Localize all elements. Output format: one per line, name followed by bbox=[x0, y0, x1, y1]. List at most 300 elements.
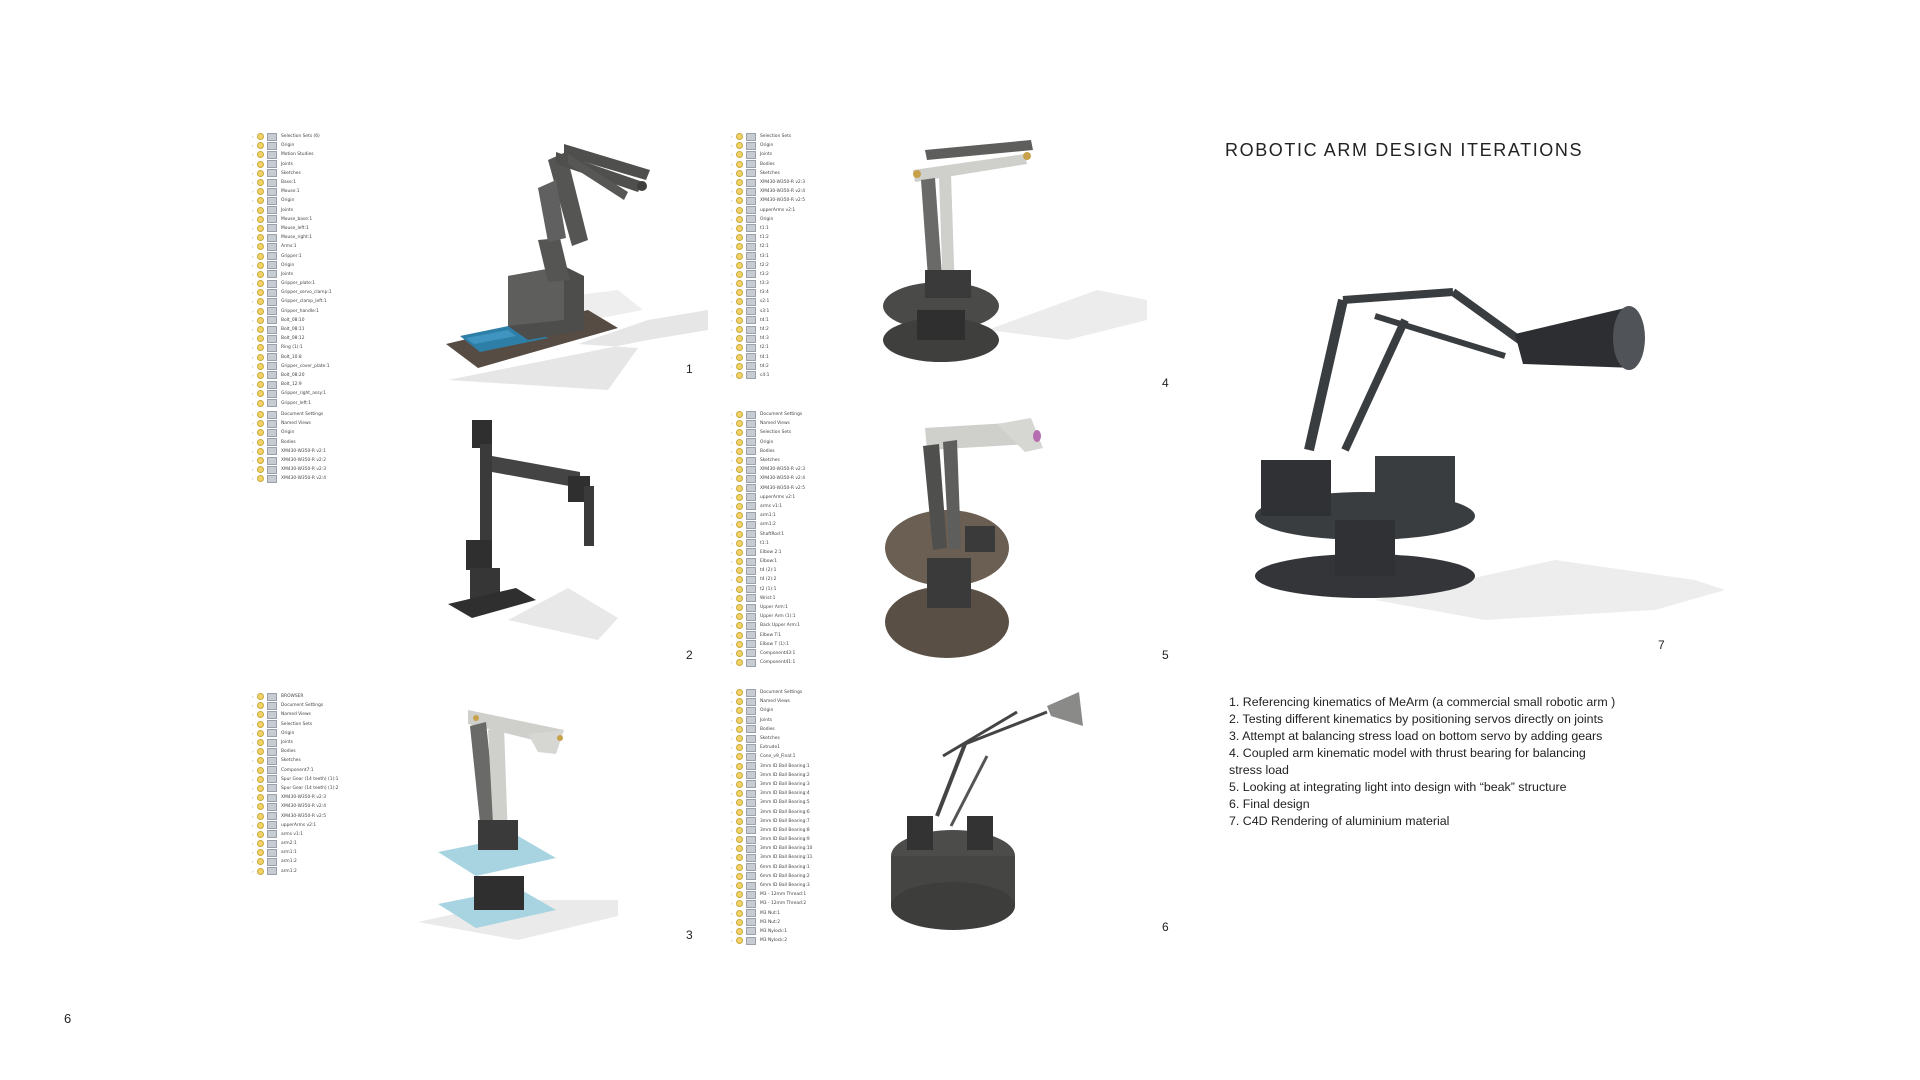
chevron-right-icon[interactable]: › bbox=[731, 540, 733, 546]
chevron-right-icon[interactable]: › bbox=[252, 134, 254, 140]
chevron-right-icon[interactable]: › bbox=[252, 476, 254, 482]
chevron-right-icon[interactable]: › bbox=[252, 216, 254, 222]
chevron-right-icon[interactable]: › bbox=[731, 864, 733, 870]
chevron-right-icon[interactable]: › bbox=[731, 161, 733, 167]
chevron-right-icon[interactable]: › bbox=[252, 859, 254, 865]
browser-tree-item[interactable] bbox=[731, 725, 841, 734]
chevron-right-icon[interactable]: › bbox=[731, 439, 733, 445]
browser-tree-item[interactable] bbox=[731, 474, 841, 483]
browser-tree-item[interactable] bbox=[252, 802, 362, 811]
visibility-bulb-icon[interactable] bbox=[736, 659, 743, 666]
chevron-right-icon[interactable]: › bbox=[731, 458, 733, 464]
visibility-bulb-icon[interactable] bbox=[736, 207, 743, 214]
chevron-right-icon[interactable]: › bbox=[252, 785, 254, 791]
browser-tree-item[interactable] bbox=[252, 465, 362, 474]
browser-tree-item[interactable] bbox=[731, 447, 841, 456]
browser-tree-item[interactable] bbox=[731, 169, 841, 178]
chevron-right-icon[interactable]: › bbox=[252, 317, 254, 323]
browser-tree-item[interactable] bbox=[731, 178, 841, 187]
chevron-right-icon[interactable]: › bbox=[252, 170, 254, 176]
visibility-bulb-icon[interactable] bbox=[257, 133, 264, 140]
visibility-bulb-icon[interactable] bbox=[736, 503, 743, 510]
chevron-right-icon[interactable]: › bbox=[731, 372, 733, 378]
visibility-bulb-icon[interactable] bbox=[736, 735, 743, 742]
browser-tree-item[interactable] bbox=[731, 206, 841, 215]
visibility-bulb-icon[interactable] bbox=[736, 549, 743, 556]
chevron-right-icon[interactable]: › bbox=[731, 485, 733, 491]
browser-tree-item[interactable] bbox=[731, 484, 841, 493]
chevron-right-icon[interactable]: › bbox=[731, 763, 733, 769]
visibility-bulb-icon[interactable] bbox=[736, 744, 743, 751]
visibility-bulb-icon[interactable] bbox=[736, 613, 743, 620]
visibility-bulb-icon[interactable] bbox=[257, 188, 264, 195]
browser-tree-item[interactable] bbox=[252, 793, 362, 802]
browser-tree-item[interactable] bbox=[252, 150, 362, 159]
browser-tree-item[interactable] bbox=[731, 334, 841, 343]
browser-tree-item[interactable] bbox=[731, 325, 841, 334]
chevron-right-icon[interactable]: › bbox=[731, 421, 733, 427]
browser-tree-item[interactable] bbox=[731, 353, 841, 362]
visibility-bulb-icon[interactable] bbox=[257, 457, 264, 464]
chevron-right-icon[interactable]: › bbox=[731, 207, 733, 213]
browser-tree-item[interactable] bbox=[731, 548, 841, 557]
visibility-bulb-icon[interactable] bbox=[257, 411, 264, 418]
browser-tree-item[interactable] bbox=[252, 428, 362, 437]
chevron-right-icon[interactable]: › bbox=[252, 467, 254, 473]
chevron-right-icon[interactable]: › bbox=[252, 831, 254, 837]
visibility-bulb-icon[interactable] bbox=[736, 372, 743, 379]
browser-tree-item[interactable] bbox=[731, 734, 841, 743]
browser-tree-item[interactable] bbox=[252, 830, 362, 839]
chevron-right-icon[interactable]: › bbox=[252, 712, 254, 718]
browser-tree-item[interactable] bbox=[731, 936, 841, 945]
browser-tree-item[interactable] bbox=[731, 456, 841, 465]
visibility-bulb-icon[interactable] bbox=[736, 726, 743, 733]
chevron-right-icon[interactable]: › bbox=[252, 345, 254, 351]
chevron-right-icon[interactable]: › bbox=[252, 730, 254, 736]
browser-tree-item[interactable] bbox=[731, 640, 841, 649]
browser-tree-item[interactable] bbox=[731, 762, 841, 771]
visibility-bulb-icon[interactable] bbox=[736, 540, 743, 547]
chevron-right-icon[interactable]: › bbox=[731, 134, 733, 140]
browser-tree-item[interactable] bbox=[731, 279, 841, 288]
visibility-bulb-icon[interactable] bbox=[736, 595, 743, 602]
chevron-right-icon[interactable]: › bbox=[731, 772, 733, 778]
visibility-bulb-icon[interactable] bbox=[736, 576, 743, 583]
browser-tree-item[interactable] bbox=[731, 780, 841, 789]
chevron-right-icon[interactable]: › bbox=[731, 690, 733, 696]
browser-tree-item[interactable] bbox=[252, 307, 362, 316]
visibility-bulb-icon[interactable] bbox=[257, 693, 264, 700]
browser-tree-item[interactable] bbox=[731, 863, 841, 872]
browser-tree-item[interactable] bbox=[731, 658, 841, 667]
visibility-bulb-icon[interactable] bbox=[736, 900, 743, 907]
chevron-right-icon[interactable]: › bbox=[731, 290, 733, 296]
chevron-right-icon[interactable]: › bbox=[731, 513, 733, 519]
chevron-right-icon[interactable]: › bbox=[252, 421, 254, 427]
browser-tree-item[interactable] bbox=[252, 270, 362, 279]
browser-tree-item[interactable] bbox=[731, 224, 841, 233]
chevron-right-icon[interactable]: › bbox=[731, 800, 733, 806]
chevron-right-icon[interactable]: › bbox=[252, 244, 254, 250]
browser-tree-item[interactable] bbox=[731, 566, 841, 575]
visibility-bulb-icon[interactable] bbox=[736, 836, 743, 843]
chevron-right-icon[interactable]: › bbox=[731, 809, 733, 815]
chevron-right-icon[interactable]: › bbox=[731, 938, 733, 944]
browser-tree-item[interactable] bbox=[731, 706, 841, 715]
chevron-right-icon[interactable]: › bbox=[252, 767, 254, 773]
visibility-bulb-icon[interactable] bbox=[257, 335, 264, 342]
chevron-right-icon[interactable]: › bbox=[731, 708, 733, 714]
chevron-right-icon[interactable]: › bbox=[252, 795, 254, 801]
chevron-right-icon[interactable]: › bbox=[731, 827, 733, 833]
browser-tree-item[interactable] bbox=[731, 150, 841, 159]
browser-tree-item[interactable] bbox=[252, 720, 362, 729]
browser-tree-item[interactable] bbox=[252, 380, 362, 389]
browser-tree-item[interactable] bbox=[731, 688, 841, 697]
browser-tree-item[interactable] bbox=[252, 811, 362, 820]
chevron-right-icon[interactable]: › bbox=[252, 327, 254, 333]
visibility-bulb-icon[interactable] bbox=[736, 586, 743, 593]
browser-tree-item[interactable] bbox=[252, 857, 362, 866]
visibility-bulb-icon[interactable] bbox=[257, 344, 264, 351]
chevron-right-icon[interactable]: › bbox=[252, 271, 254, 277]
chevron-right-icon[interactable]: › bbox=[731, 623, 733, 629]
visibility-bulb-icon[interactable] bbox=[257, 317, 264, 324]
visibility-bulb-icon[interactable] bbox=[736, 641, 743, 648]
browser-tree-item[interactable] bbox=[731, 631, 841, 640]
browser-tree-item[interactable] bbox=[731, 419, 841, 428]
browser-tree-item[interactable] bbox=[731, 716, 841, 725]
chevron-right-icon[interactable]: › bbox=[731, 605, 733, 611]
visibility-bulb-icon[interactable] bbox=[736, 809, 743, 816]
chevron-right-icon[interactable]: › bbox=[252, 439, 254, 445]
visibility-bulb-icon[interactable] bbox=[736, 280, 743, 287]
chevron-right-icon[interactable]: › bbox=[252, 430, 254, 436]
chevron-right-icon[interactable]: › bbox=[252, 363, 254, 369]
visibility-bulb-icon[interactable] bbox=[257, 813, 264, 820]
chevron-right-icon[interactable]: › bbox=[731, 412, 733, 418]
browser-tree-item[interactable] bbox=[252, 438, 362, 447]
browser-tree-item[interactable] bbox=[731, 233, 841, 242]
visibility-bulb-icon[interactable] bbox=[257, 721, 264, 728]
chevron-right-icon[interactable]: › bbox=[252, 253, 254, 259]
visibility-bulb-icon[interactable] bbox=[257, 298, 264, 305]
visibility-bulb-icon[interactable] bbox=[257, 739, 264, 746]
visibility-bulb-icon[interactable] bbox=[736, 289, 743, 296]
chevron-right-icon[interactable]: › bbox=[252, 740, 254, 746]
browser-tree-item[interactable] bbox=[252, 710, 362, 719]
browser-tree-item[interactable] bbox=[731, 196, 841, 205]
chevron-right-icon[interactable]: › bbox=[731, 559, 733, 565]
chevron-right-icon[interactable]: › bbox=[252, 448, 254, 454]
chevron-right-icon[interactable]: › bbox=[731, 430, 733, 436]
browser-tree-item[interactable] bbox=[731, 261, 841, 270]
chevron-right-icon[interactable]: › bbox=[731, 650, 733, 656]
browser-tree-item[interactable] bbox=[731, 621, 841, 630]
visibility-bulb-icon[interactable] bbox=[736, 457, 743, 464]
visibility-bulb-icon[interactable] bbox=[257, 466, 264, 473]
chevron-right-icon[interactable]: › bbox=[731, 198, 733, 204]
visibility-bulb-icon[interactable] bbox=[257, 702, 264, 709]
visibility-bulb-icon[interactable] bbox=[736, 466, 743, 473]
browser-tree-item[interactable] bbox=[252, 738, 362, 747]
browser-tree-item[interactable] bbox=[252, 747, 362, 756]
browser-tree-item[interactable] bbox=[731, 752, 841, 761]
browser-tree-item[interactable] bbox=[731, 493, 841, 502]
visibility-bulb-icon[interactable] bbox=[736, 317, 743, 324]
browser-tree-item[interactable] bbox=[731, 529, 841, 538]
visibility-bulb-icon[interactable] bbox=[736, 354, 743, 361]
browser-tree-item[interactable] bbox=[252, 169, 362, 178]
browser-tree-item[interactable] bbox=[731, 743, 841, 752]
visibility-bulb-icon[interactable] bbox=[736, 475, 743, 482]
visibility-bulb-icon[interactable] bbox=[736, 161, 743, 168]
visibility-bulb-icon[interactable] bbox=[736, 298, 743, 305]
browser-tree-item[interactable] bbox=[252, 141, 362, 150]
chevron-right-icon[interactable]: › bbox=[731, 901, 733, 907]
browser-tree-item[interactable] bbox=[252, 398, 362, 407]
browser-tree-item[interactable] bbox=[252, 279, 362, 288]
browser-tree-item[interactable] bbox=[252, 701, 362, 710]
visibility-bulb-icon[interactable] bbox=[257, 308, 264, 315]
chevron-right-icon[interactable]: › bbox=[731, 818, 733, 824]
visibility-bulb-icon[interactable] bbox=[736, 632, 743, 639]
chevron-right-icon[interactable]: › bbox=[252, 207, 254, 213]
chevron-right-icon[interactable]: › bbox=[731, 152, 733, 158]
chevron-right-icon[interactable]: › bbox=[731, 586, 733, 592]
visibility-bulb-icon[interactable] bbox=[257, 840, 264, 847]
chevron-right-icon[interactable]: › bbox=[731, 281, 733, 287]
chevron-right-icon[interactable]: › bbox=[731, 919, 733, 925]
visibility-bulb-icon[interactable] bbox=[257, 372, 264, 379]
browser-tree-item[interactable] bbox=[252, 325, 362, 334]
browser-tree-item[interactable] bbox=[731, 826, 841, 835]
browser-tree-item[interactable] bbox=[252, 224, 362, 233]
visibility-bulb-icon[interactable] bbox=[257, 785, 264, 792]
visibility-bulb-icon[interactable] bbox=[257, 197, 264, 204]
chevron-right-icon[interactable]: › bbox=[731, 363, 733, 369]
chevron-right-icon[interactable]: › bbox=[731, 336, 733, 342]
visibility-bulb-icon[interactable] bbox=[257, 439, 264, 446]
visibility-bulb-icon[interactable] bbox=[257, 475, 264, 482]
visibility-bulb-icon[interactable] bbox=[736, 781, 743, 788]
visibility-bulb-icon[interactable] bbox=[736, 142, 743, 149]
chevron-right-icon[interactable]: › bbox=[731, 235, 733, 241]
visibility-bulb-icon[interactable] bbox=[736, 225, 743, 232]
chevron-right-icon[interactable]: › bbox=[731, 928, 733, 934]
chevron-right-icon[interactable]: › bbox=[731, 476, 733, 482]
visibility-bulb-icon[interactable] bbox=[257, 216, 264, 223]
visibility-bulb-icon[interactable] bbox=[736, 243, 743, 250]
visibility-bulb-icon[interactable] bbox=[736, 179, 743, 186]
browser-tree-item[interactable] bbox=[731, 539, 841, 548]
visibility-bulb-icon[interactable] bbox=[736, 262, 743, 269]
chevron-right-icon[interactable]: › bbox=[731, 522, 733, 528]
chevron-right-icon[interactable]: › bbox=[731, 170, 733, 176]
browser-tree-item[interactable] bbox=[252, 187, 362, 196]
browser-tree-item[interactable] bbox=[731, 899, 841, 908]
chevron-right-icon[interactable]: › bbox=[252, 850, 254, 856]
visibility-bulb-icon[interactable] bbox=[257, 868, 264, 875]
chevron-right-icon[interactable]: › bbox=[731, 717, 733, 723]
chevron-right-icon[interactable]: › bbox=[252, 391, 254, 397]
chevron-right-icon[interactable]: › bbox=[731, 736, 733, 742]
visibility-bulb-icon[interactable] bbox=[257, 381, 264, 388]
chevron-right-icon[interactable]: › bbox=[252, 813, 254, 819]
chevron-right-icon[interactable]: › bbox=[252, 868, 254, 874]
visibility-bulb-icon[interactable] bbox=[257, 858, 264, 865]
visibility-bulb-icon[interactable] bbox=[736, 485, 743, 492]
visibility-bulb-icon[interactable] bbox=[736, 151, 743, 158]
chevron-right-icon[interactable]: › bbox=[731, 568, 733, 574]
chevron-right-icon[interactable]: › bbox=[252, 354, 254, 360]
chevron-right-icon[interactable]: › bbox=[731, 910, 733, 916]
browser-tree-item[interactable] bbox=[731, 438, 841, 447]
browser-tree-item[interactable] bbox=[252, 729, 362, 738]
visibility-bulb-icon[interactable] bbox=[736, 790, 743, 797]
chevron-right-icon[interactable]: › bbox=[731, 354, 733, 360]
chevron-right-icon[interactable]: › bbox=[252, 189, 254, 195]
browser-tree-item[interactable] bbox=[252, 242, 362, 251]
visibility-bulb-icon[interactable] bbox=[736, 448, 743, 455]
browser-tree-item[interactable] bbox=[731, 603, 841, 612]
browser-tree-item[interactable] bbox=[252, 848, 362, 857]
visibility-bulb-icon[interactable] bbox=[257, 363, 264, 370]
visibility-bulb-icon[interactable] bbox=[257, 757, 264, 764]
visibility-bulb-icon[interactable] bbox=[736, 707, 743, 714]
browser-tree-item[interactable] bbox=[252, 756, 362, 765]
browser-tree-item[interactable] bbox=[252, 178, 362, 187]
visibility-bulb-icon[interactable] bbox=[736, 845, 743, 852]
browser-tree-item[interactable] bbox=[731, 251, 841, 260]
browser-tree-item[interactable] bbox=[252, 456, 362, 465]
browser-tree-item[interactable] bbox=[252, 419, 362, 428]
visibility-bulb-icon[interactable] bbox=[736, 891, 743, 898]
browser-tree-item[interactable] bbox=[252, 839, 362, 848]
browser-tree-item[interactable] bbox=[731, 927, 841, 936]
browser-tree-item[interactable] bbox=[731, 817, 841, 826]
visibility-bulb-icon[interactable] bbox=[736, 558, 743, 565]
visibility-bulb-icon[interactable] bbox=[736, 799, 743, 806]
browser-tree-item[interactable] bbox=[252, 766, 362, 775]
chevron-right-icon[interactable]: › bbox=[252, 841, 254, 847]
visibility-bulb-icon[interactable] bbox=[736, 133, 743, 140]
browser-tree-item[interactable] bbox=[731, 297, 841, 306]
browser-tree-item[interactable] bbox=[252, 389, 362, 398]
visibility-bulb-icon[interactable] bbox=[736, 429, 743, 436]
chevron-right-icon[interactable]: › bbox=[731, 531, 733, 537]
browser-tree-item[interactable] bbox=[731, 789, 841, 798]
visibility-bulb-icon[interactable] bbox=[736, 363, 743, 370]
chevron-right-icon[interactable]: › bbox=[252, 336, 254, 342]
visibility-bulb-icon[interactable] bbox=[257, 234, 264, 241]
visibility-bulb-icon[interactable] bbox=[257, 831, 264, 838]
browser-tree-item[interactable] bbox=[731, 798, 841, 807]
browser-tree-item[interactable] bbox=[731, 557, 841, 566]
chevron-right-icon[interactable]: › bbox=[731, 327, 733, 333]
browser-tree-item[interactable] bbox=[731, 585, 841, 594]
chevron-right-icon[interactable]: › bbox=[731, 467, 733, 473]
visibility-bulb-icon[interactable] bbox=[736, 567, 743, 574]
chevron-right-icon[interactable]: › bbox=[731, 143, 733, 149]
visibility-bulb-icon[interactable] bbox=[257, 849, 264, 856]
visibility-bulb-icon[interactable] bbox=[736, 170, 743, 177]
browser-tree-item[interactable] bbox=[731, 316, 841, 325]
visibility-bulb-icon[interactable] bbox=[257, 326, 264, 333]
visibility-bulb-icon[interactable] bbox=[736, 689, 743, 696]
chevron-right-icon[interactable]: › bbox=[731, 641, 733, 647]
browser-tree-item[interactable] bbox=[252, 775, 362, 784]
browser-tree-item[interactable] bbox=[731, 362, 841, 371]
chevron-right-icon[interactable]: › bbox=[252, 749, 254, 755]
visibility-bulb-icon[interactable] bbox=[257, 280, 264, 287]
browser-tree-item[interactable] bbox=[252, 160, 362, 169]
browser-tree-item[interactable] bbox=[731, 428, 841, 437]
chevron-right-icon[interactable]: › bbox=[731, 299, 733, 305]
visibility-bulb-icon[interactable] bbox=[257, 207, 264, 214]
browser-tree-item[interactable] bbox=[731, 132, 841, 141]
visibility-bulb-icon[interactable] bbox=[257, 271, 264, 278]
visibility-bulb-icon[interactable] bbox=[257, 151, 264, 158]
chevron-right-icon[interactable]: › bbox=[252, 299, 254, 305]
chevron-right-icon[interactable]: › bbox=[731, 726, 733, 732]
visibility-bulb-icon[interactable] bbox=[257, 289, 264, 296]
chevron-right-icon[interactable]: › bbox=[731, 614, 733, 620]
chevron-right-icon[interactable]: › bbox=[252, 804, 254, 810]
chevron-right-icon[interactable]: › bbox=[252, 235, 254, 241]
visibility-bulb-icon[interactable] bbox=[257, 822, 264, 829]
browser-tree-item[interactable] bbox=[252, 692, 362, 701]
visibility-bulb-icon[interactable] bbox=[736, 919, 743, 926]
visibility-bulb-icon[interactable] bbox=[736, 188, 743, 195]
browser-tree-item[interactable] bbox=[731, 697, 841, 706]
visibility-bulb-icon[interactable] bbox=[736, 698, 743, 705]
browser-tree-item[interactable] bbox=[252, 447, 362, 456]
browser-tree-item[interactable] bbox=[731, 612, 841, 621]
visibility-bulb-icon[interactable] bbox=[736, 928, 743, 935]
visibility-bulb-icon[interactable] bbox=[257, 262, 264, 269]
visibility-bulb-icon[interactable] bbox=[736, 308, 743, 315]
visibility-bulb-icon[interactable] bbox=[736, 253, 743, 260]
browser-tree-item[interactable] bbox=[252, 251, 362, 260]
chevron-right-icon[interactable]: › bbox=[252, 281, 254, 287]
visibility-bulb-icon[interactable] bbox=[736, 818, 743, 825]
visibility-bulb-icon[interactable] bbox=[736, 439, 743, 446]
visibility-bulb-icon[interactable] bbox=[736, 772, 743, 779]
chevron-right-icon[interactable]: › bbox=[731, 754, 733, 760]
chevron-right-icon[interactable]: › bbox=[731, 180, 733, 186]
visibility-bulb-icon[interactable] bbox=[736, 717, 743, 724]
chevron-right-icon[interactable]: › bbox=[252, 721, 254, 727]
chevron-right-icon[interactable]: › bbox=[731, 745, 733, 751]
browser-tree-item[interactable] bbox=[252, 316, 362, 325]
visibility-bulb-icon[interactable] bbox=[257, 794, 264, 801]
visibility-bulb-icon[interactable] bbox=[736, 411, 743, 418]
visibility-bulb-icon[interactable] bbox=[257, 354, 264, 361]
browser-tree-item[interactable] bbox=[731, 853, 841, 862]
browser-tree-item[interactable] bbox=[731, 141, 841, 150]
visibility-bulb-icon[interactable] bbox=[257, 390, 264, 397]
visibility-bulb-icon[interactable] bbox=[257, 776, 264, 783]
chevron-right-icon[interactable]: › bbox=[731, 253, 733, 259]
browser-tree-item[interactable] bbox=[731, 187, 841, 196]
chevron-right-icon[interactable]: › bbox=[731, 448, 733, 454]
visibility-bulb-icon[interactable] bbox=[257, 803, 264, 810]
chevron-right-icon[interactable]: › bbox=[252, 400, 254, 406]
chevron-right-icon[interactable]: › bbox=[731, 791, 733, 797]
chevron-right-icon[interactable]: › bbox=[731, 308, 733, 314]
